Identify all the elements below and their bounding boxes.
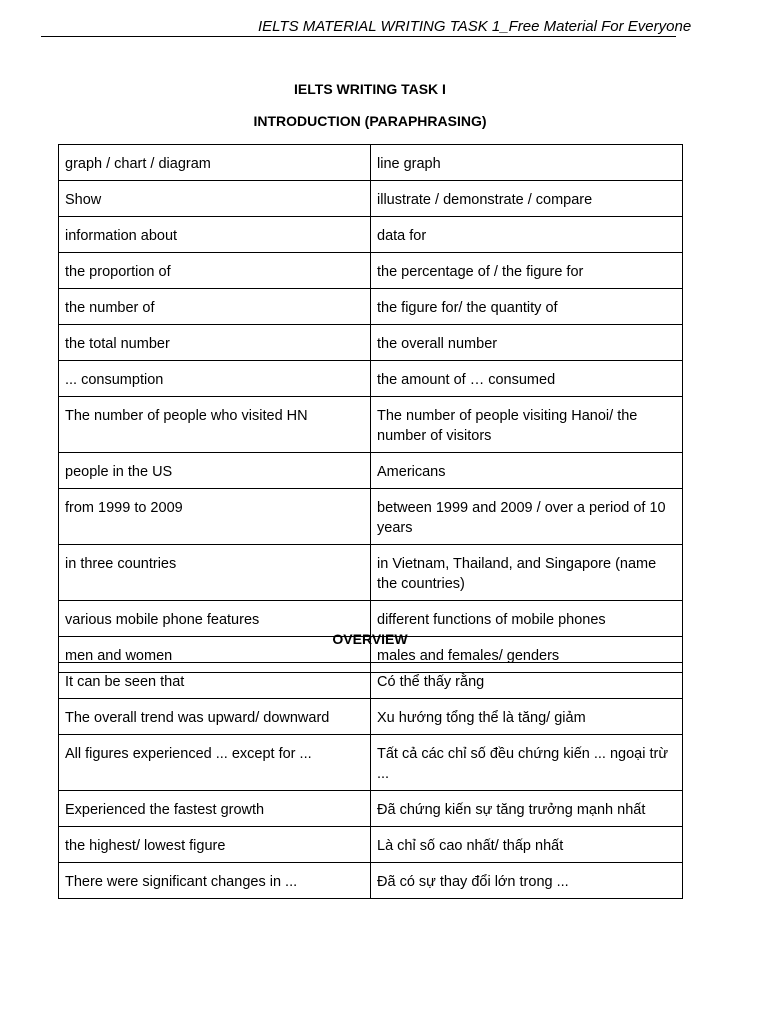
document-title: IELTS WRITING TASK I (294, 81, 446, 97)
phrase-cell: ... consumption (59, 361, 371, 397)
phrase-cell: the highest/ lowest figure (59, 827, 371, 863)
phrase-cell: Experienced the fastest growth (59, 791, 371, 827)
phrase-cell: in three countries (59, 545, 371, 601)
table-row (59, 397, 683, 453)
paraphrase-cell: the figure for/ the quantity of (371, 289, 683, 325)
paraphrase-cell: the percentage of / the figure for (371, 253, 683, 289)
phrase-cell: the number of (59, 289, 371, 325)
table-row (59, 827, 683, 863)
paraphrase-cell: Có thể thấy rằng (371, 663, 683, 699)
phrase-cell: men and women (59, 637, 371, 673)
table-row (59, 145, 683, 181)
table-row (59, 361, 683, 397)
overview-table (58, 662, 683, 899)
section-heading-introduction: INTRODUCTION (PARAPHRASING) (253, 113, 487, 129)
table-row (59, 253, 683, 289)
table-row (59, 663, 683, 699)
table-row (59, 489, 683, 545)
table-row (59, 453, 683, 489)
paraphrase-cell: The number of people visiting Hanoi/ the number of visitors (371, 397, 683, 453)
paraphrase-cell: Americans (371, 453, 683, 489)
table-row (59, 735, 683, 791)
introduction-table-body (59, 145, 683, 673)
header-rule (41, 36, 676, 37)
phrase-cell: It can be seen that (59, 663, 371, 699)
phrase-cell: The overall trend was upward/ downward (59, 699, 371, 735)
phrase-cell: from 1999 to 2009 (59, 489, 371, 545)
phrase-cell: various mobile phone features (59, 601, 371, 637)
phrase-cell: All figures experienced ... except for ... (59, 735, 371, 791)
paraphrase-cell: Xu hướng tổng thể là tăng/ giảm (371, 699, 683, 735)
phrase-cell: Show (59, 181, 371, 217)
section-heading-overview: OVERVIEW (332, 631, 408, 647)
introduction-table (58, 144, 683, 673)
overview-table-body (59, 663, 683, 899)
phrase-cell: the total number (59, 325, 371, 361)
table-row (59, 545, 683, 601)
paraphrase-cell: illustrate / demonstrate / compare (371, 181, 683, 217)
paraphrase-cell: Đã chứng kiến sự tăng trưởng mạnh nhất (371, 791, 683, 827)
table-row (59, 289, 683, 325)
phrase-cell: information about (59, 217, 371, 253)
table-row (59, 181, 683, 217)
phrase-cell: graph / chart / diagram (59, 145, 371, 181)
phrase-cell: the proportion of (59, 253, 371, 289)
phrase-cell: There were significant changes in ... (59, 863, 371, 899)
header-text: IELTS MATERIAL WRITING TASK 1_Free Material For Everyone (258, 18, 692, 35)
table-row (59, 699, 683, 735)
table-row (59, 791, 683, 827)
table-row (59, 217, 683, 253)
paraphrase-cell: the amount of … consumed (371, 361, 683, 397)
paraphrase-cell: between 1999 and 2009 / over a period of 10 years (371, 489, 683, 545)
paraphrase-cell: in Vietnam, Thailand, and Singapore (name the countries) (371, 545, 683, 601)
paraphrase-cell: males and females/ genders (371, 637, 683, 673)
paraphrase-cell: the overall number (371, 325, 683, 361)
paraphrase-cell: Đã có sự thay đổi lớn trong ... (371, 863, 683, 899)
table-row (59, 325, 683, 361)
table-row (59, 863, 683, 899)
paraphrase-cell: different functions of mobile phones (371, 601, 683, 637)
paraphrase-cell: line graph (371, 145, 683, 181)
paraphrase-cell: data for (371, 217, 683, 253)
paraphrase-cell: Tất cả các chỉ số đều chứng kiến ... ngoại trừ ... (371, 735, 683, 791)
paraphrase-cell: Là chỉ số cao nhất/ thấp nhất (371, 827, 683, 863)
phrase-cell: people in the US (59, 453, 371, 489)
phrase-cell: The number of people who visited HN (59, 397, 371, 453)
